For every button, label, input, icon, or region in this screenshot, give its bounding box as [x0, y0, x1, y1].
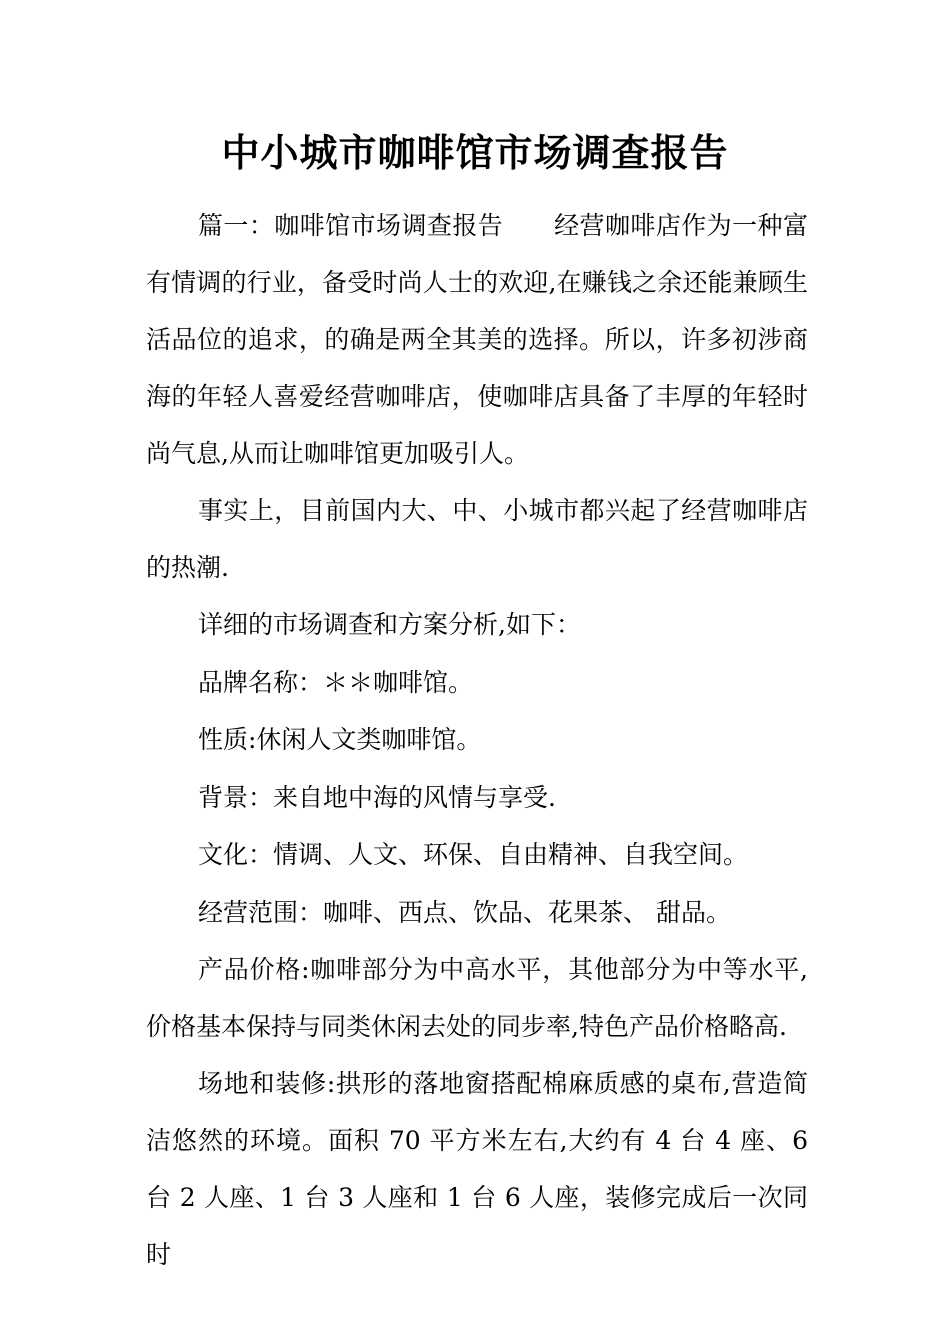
paragraph-brand-name: 品牌名称：＊＊咖啡馆。: [198, 667, 474, 697]
paragraph-pricing: 产品价格:咖啡部分为中高水平，其他部分为中等水平,价格基本保持与同类休闲去处的同步率,特色产品价格略高.: [146, 955, 808, 1041]
paragraph-analysis-lead: 详细的市场调查和方案分析,如下：: [198, 610, 581, 639]
document-title: 中小城市咖啡馆市场调查报告: [221, 130, 729, 175]
paragraph-intro: 篇一：咖啡馆市场调查报告 经营咖啡店作为一种富有情调的行业，备受时尚人士的欢迎,在赚钱之余还能兼顾生活品位的追求，的确是两全其美的选择。所以，许多初涉商海的年轻人喜爱经营咖啡店，使咖啡店具备了丰厚的年轻时尚气息,从而让咖啡馆更加吸引人。: [146, 211, 808, 468]
paragraph-trend: 事实上，目前国内大、中、小城市都兴起了经营咖啡店的热潮.: [146, 496, 808, 582]
paragraph-business-scope: 经营范围：咖啡、西点、饮品、花果茶、 甜品。: [198, 897, 731, 927]
paragraph-culture: 文化：情调、人文、环保、自由精神、自我空间。: [198, 840, 749, 869]
document-body: [146, 197, 808, 1283]
paragraph-nature: 性质:休闲人文类咖啡馆。: [198, 725, 482, 754]
paragraph-background: 背景：来自地中海的风情与享受.: [198, 782, 556, 812]
paragraph-venue: 场地和装修:拱形的落地窗搭配棉麻质感的桌布,营造简洁悠然的环境。面积 70 平方米左右,大约有 4 台 4 座、6 台 2 人座、1 台 3 人座和 1 台 6 人座，装修完成后一次同时: [146, 1069, 808, 1269]
